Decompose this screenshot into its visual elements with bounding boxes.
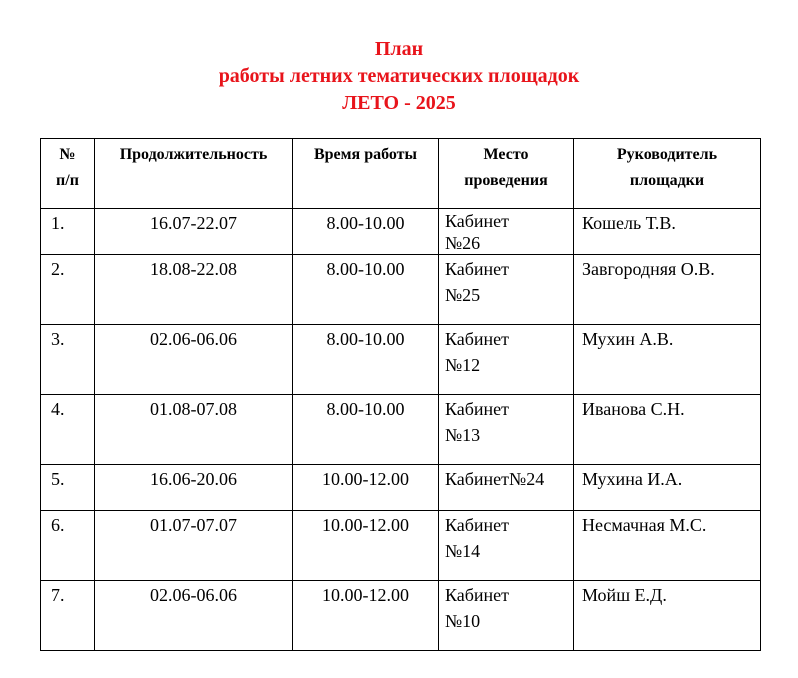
title-line-1: План [374, 38, 424, 60]
cell-duration: 16.06-20.06 [95, 465, 293, 511]
cell-place: Кабинет№24 [439, 465, 574, 511]
cell-time: 8.00-10.00 [293, 209, 439, 255]
cell-duration: 02.06-06.06 [95, 581, 293, 651]
table-row [41, 511, 761, 581]
cell-number: 1. [41, 209, 95, 255]
cell-leader: Мухин А.В. [574, 325, 761, 395]
document-title [0, 36, 798, 117]
cell-leader: Мухина И.А. [574, 465, 761, 511]
table-row [41, 209, 761, 255]
cell-place: Кабинет №10 [439, 581, 574, 651]
cell-duration: 01.07-07.07 [95, 511, 293, 581]
cell-time: 10.00-12.00 [293, 581, 439, 651]
cell-place: Кабинет №13 [439, 395, 574, 465]
cell-number: 4. [41, 395, 95, 465]
cell-number: 7. [41, 581, 95, 651]
cell-leader: Кошель Т.В. [574, 209, 761, 255]
cell-number: 2. [41, 255, 95, 325]
header-number: № п/п [41, 139, 95, 209]
title-line-2: работы летних тематических площадок [218, 65, 580, 87]
cell-place: Кабинет №14 [439, 511, 574, 581]
cell-duration: 16.07-22.07 [95, 209, 293, 255]
table-row [41, 581, 761, 651]
cell-number: 3. [41, 325, 95, 395]
cell-leader: Несмачная М.С. [574, 511, 761, 581]
schedule-table [40, 138, 761, 651]
header-place: Место проведения [439, 139, 574, 209]
cell-place: Кабинет №25 [439, 255, 574, 325]
header-duration: Продолжительность [95, 139, 293, 209]
cell-time: 8.00-10.00 [293, 395, 439, 465]
cell-duration: 18.08-22.08 [95, 255, 293, 325]
cell-duration: 01.08-07.08 [95, 395, 293, 465]
table-header-row [41, 139, 761, 209]
cell-time: 8.00-10.00 [293, 325, 439, 395]
cell-duration: 02.06-06.06 [95, 325, 293, 395]
cell-time: 10.00-12.00 [293, 465, 439, 511]
table-row [41, 255, 761, 325]
cell-place: Кабинет №26 [439, 209, 574, 255]
cell-time: 10.00-12.00 [293, 511, 439, 581]
title-line-3: ЛЕТО - 2025 [342, 92, 456, 114]
header-leader: Руководитель площадки [574, 139, 761, 209]
cell-number: 6. [41, 511, 95, 581]
cell-leader: Иванова С.Н. [574, 395, 761, 465]
cell-number: 5. [41, 465, 95, 511]
table-row [41, 395, 761, 465]
table-row [41, 465, 761, 511]
cell-leader: Мойш Е.Д. [574, 581, 761, 651]
header-work-time: Время работы [293, 139, 439, 209]
cell-time: 8.00-10.00 [293, 255, 439, 325]
table-row [41, 325, 761, 395]
cell-place: Кабинет №12 [439, 325, 574, 395]
cell-leader: Завгородняя О.В. [574, 255, 761, 325]
